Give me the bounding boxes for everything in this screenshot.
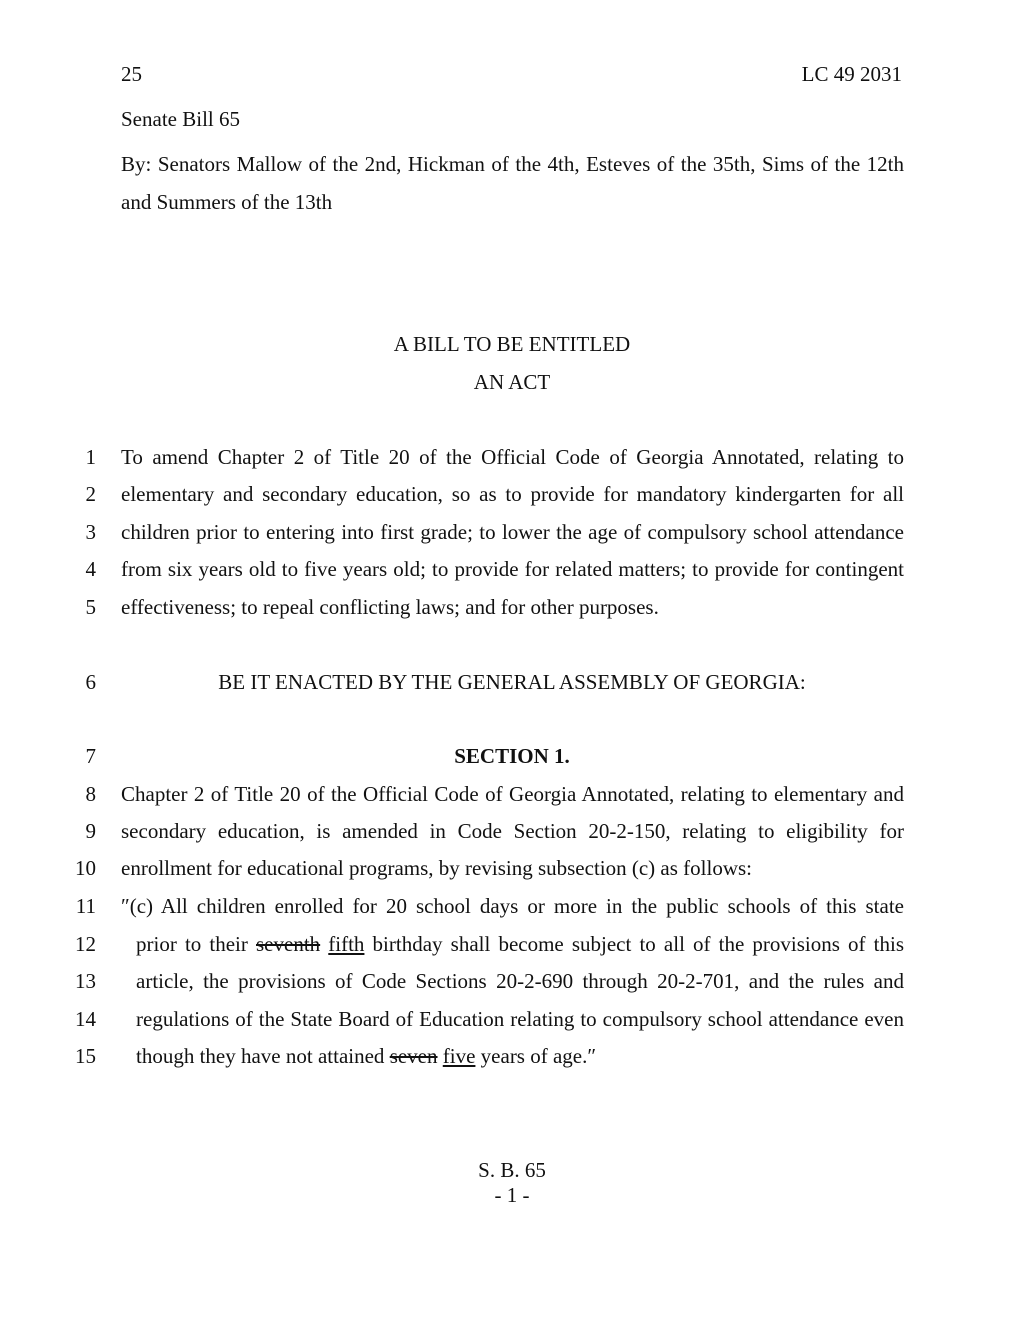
amendment-line	[136, 1046, 904, 1067]
line-number: 11	[75, 894, 96, 918]
lc-number: LC 49 2031	[801, 62, 902, 86]
amendment-text: years of age.″	[475, 1044, 597, 1068]
enacting-clause: BE IT ENACTED BY THE GENERAL ASSEMBLY OF GEORGIA:	[218, 670, 806, 694]
line-number: 14	[75, 1007, 96, 1031]
summary-line: elementary and secondary education, so as to provide for mandatory kindergarten for all	[121, 482, 904, 506]
line-number: 5	[85, 595, 96, 619]
line-number: 13	[75, 969, 96, 993]
body-line: secondary education, is amended in Code Section 20-2-150, relating to eligibility for	[121, 819, 904, 843]
line-number: 1	[85, 445, 96, 469]
line-number: 7	[85, 744, 96, 768]
amendment-line	[136, 934, 904, 955]
inserted-text: fifth	[328, 932, 365, 956]
summary-line: To amend Chapter 2 of Title 20 of the Official Code of Georgia Annotated, relating to	[121, 445, 904, 469]
amendment-text: birthday shall become subject to all of the provisions of this	[364, 932, 904, 956]
summary-line: children prior to entering into first grade; to lower the age of compulsory school attendance	[121, 520, 904, 544]
line-number: 2	[85, 482, 96, 506]
bill-title: Senate Bill 65	[121, 107, 240, 131]
bill-sponsors: By: Senators Mallow of the 2nd, Hickman of the 4th, Esteves of the 35th, Sims of the 12th and Summers of the 13th	[121, 152, 904, 214]
summary-line: from six years old to five years old; to provide for related matters; to provide for contingent	[121, 557, 904, 581]
amendment-line: article, the provisions of Code Sections 20-2-690 through 20-2-701, and the rules and	[136, 969, 904, 993]
amendment-line: regulations of the State Board of Education relating to compulsory school attendance even	[136, 1007, 904, 1031]
section-heading: SECTION 1.	[454, 744, 570, 768]
heading-line-1: A BILL TO BE ENTITLED	[393, 332, 631, 356]
line-number: 10	[75, 856, 96, 880]
footer-page-number: - 1 -	[494, 1183, 530, 1207]
summary-line: effectiveness; to repeal conflicting laws; and for other purposes.	[121, 595, 659, 619]
amendment-line: ″(c) All children enrolled for 20 school days or more in the public schools of this state	[121, 894, 904, 918]
amendment-text: though they have not attained	[136, 1044, 390, 1068]
line-number: 3	[85, 520, 96, 544]
struck-text: seven	[389, 1044, 438, 1068]
footer-bill-ref: S. B. 65	[478, 1158, 546, 1182]
line-number: 4	[85, 557, 96, 581]
body-line: enrollment for educational programs, by revising subsection (c) as follows:	[121, 856, 753, 880]
line-number: 15	[75, 1044, 96, 1068]
line-number: 8	[85, 782, 96, 806]
struck-text: seventh	[256, 932, 321, 956]
line-number: 9	[85, 819, 96, 843]
body-line: Chapter 2 of Title 20 of the Official Code of Georgia Annotated, relating to elementary and	[121, 782, 904, 806]
heading-line-2: AN ACT	[473, 370, 551, 394]
inserted-text: five	[442, 1044, 476, 1068]
line-number: 12	[75, 932, 96, 956]
page-code: 25	[121, 62, 142, 86]
line-number: 6	[85, 670, 96, 694]
amendment-text: prior to their	[136, 932, 256, 956]
